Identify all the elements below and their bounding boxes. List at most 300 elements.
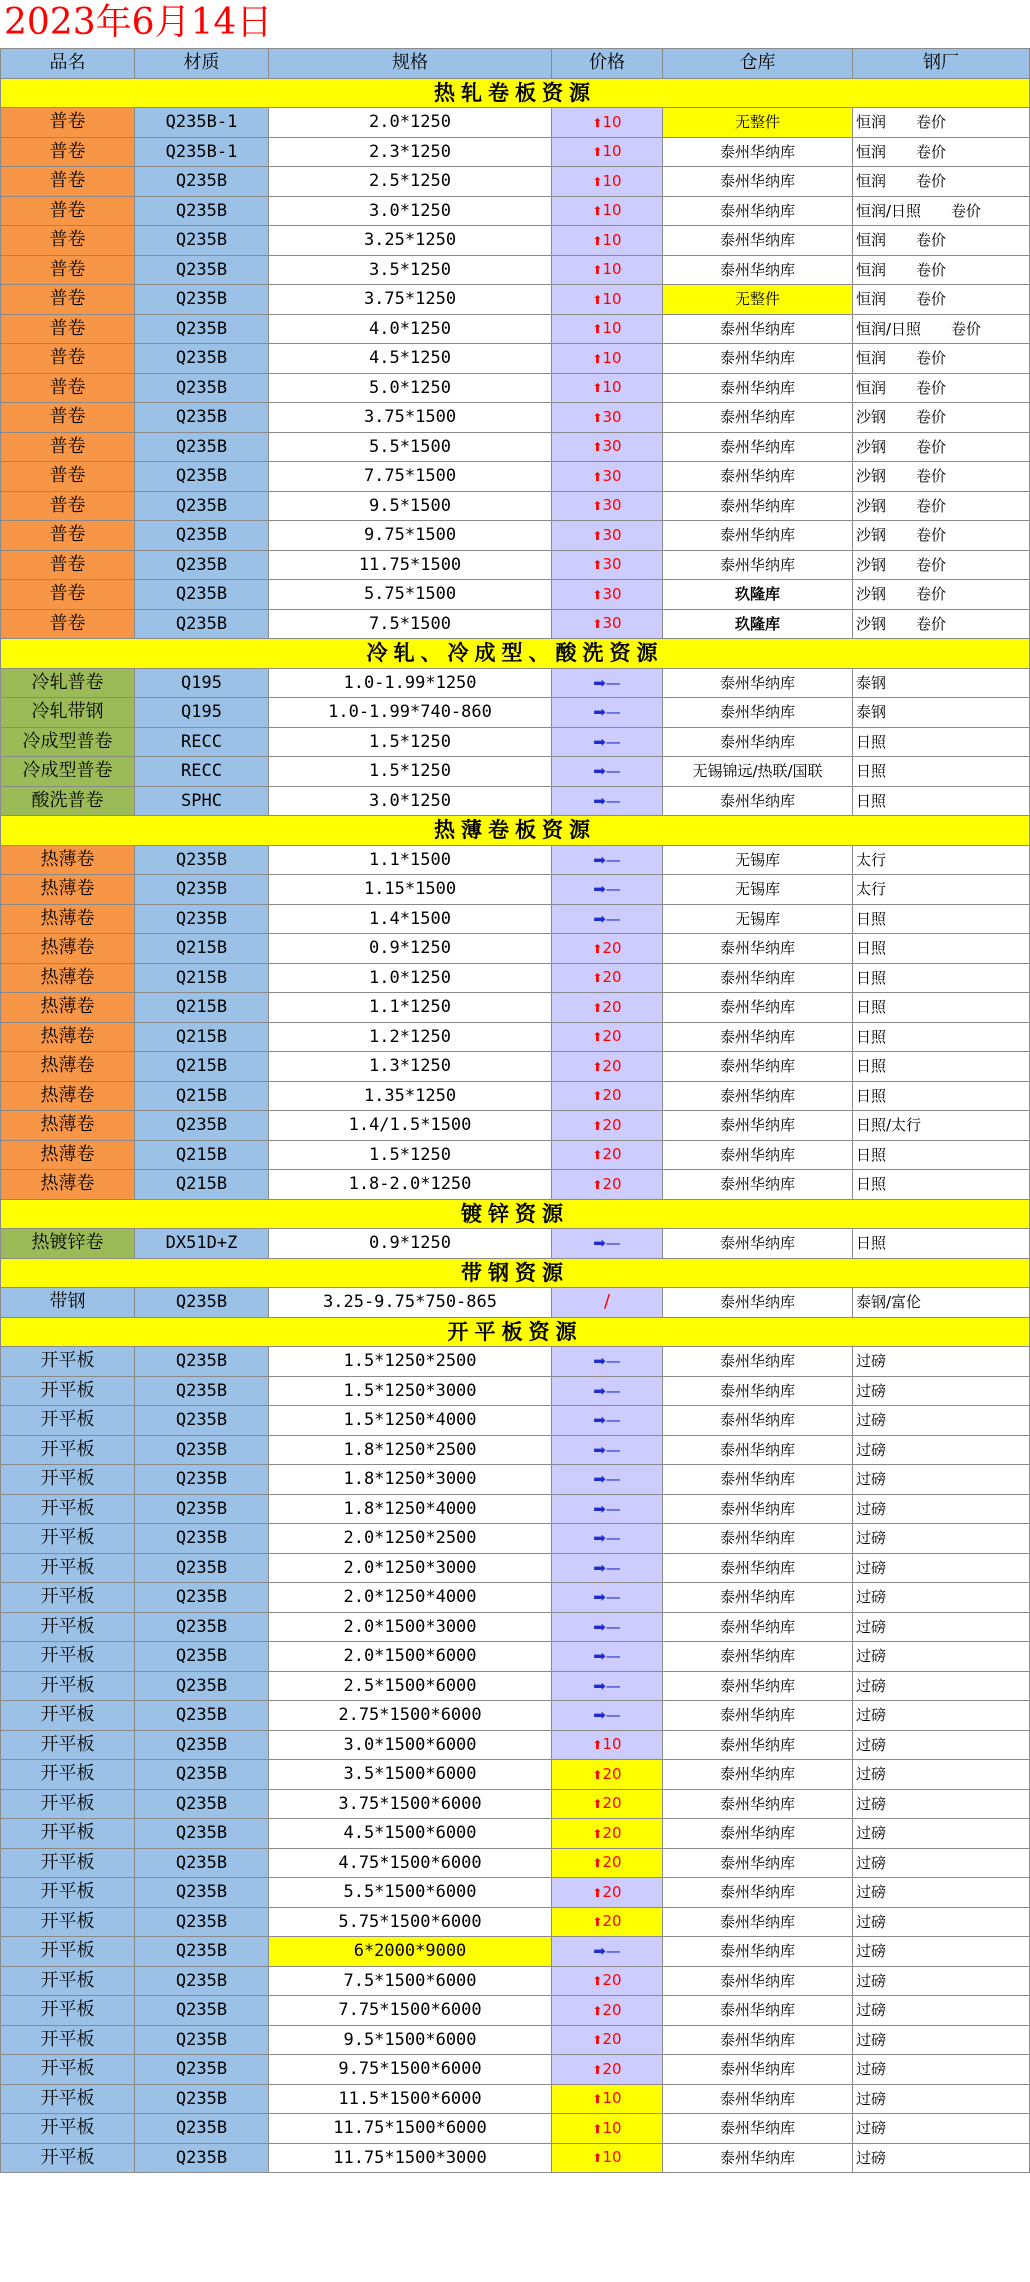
cell-material: Q235B — [135, 2143, 269, 2173]
price-value: 20 — [602, 1086, 622, 1105]
cell-name: 普卷 — [1, 491, 135, 521]
arrow-right-icon: ➡ — [593, 673, 606, 692]
table-row — [1, 1966, 1030, 1996]
cell-mill: 恒润 卷价 — [853, 108, 1030, 138]
cell-material: Q235B — [135, 255, 269, 285]
cell-spec: 9.5*1500 — [269, 491, 552, 521]
cell-mill: 过磅 — [853, 2084, 1030, 2114]
cell-price — [552, 963, 663, 993]
arrow-right-icon: ➡ — [593, 850, 606, 869]
arrow-up-icon: ⬆ — [592, 1738, 603, 1753]
arrow-up-icon: ⬆ — [592, 941, 603, 956]
table-row — [1, 255, 1030, 285]
cell-mill: 过磅 — [853, 1966, 1030, 1996]
table-row — [1, 403, 1030, 433]
cell-name: 开平板 — [1, 2114, 135, 2144]
cell-mill: 过磅 — [853, 1996, 1030, 2026]
cell-spec: 1.15*1500 — [269, 875, 552, 905]
table-row — [1, 1701, 1030, 1731]
arrow-up-icon: ⬆ — [592, 528, 603, 543]
cell-warehouse: 泰州华纳库 — [663, 1878, 853, 1908]
price-value: — — [605, 1706, 621, 1725]
arrow-right-icon: ➡ — [593, 909, 606, 928]
cell-material: Q235B — [135, 875, 269, 905]
arrow-up-icon: ⬆ — [592, 499, 603, 514]
price-value: 20 — [602, 1174, 622, 1193]
header-spec: 规格 — [269, 49, 552, 79]
price-value: — — [605, 1470, 621, 1489]
cell-warehouse: 泰州华纳库 — [663, 1907, 853, 1937]
arrow-up-icon: ⬆ — [592, 2151, 603, 2166]
cell-name: 普卷 — [1, 108, 135, 138]
cell-name: 开平板 — [1, 1494, 135, 1524]
cell-price — [552, 1229, 663, 1259]
cell-name: 冷成型普卷 — [1, 757, 135, 787]
cell-name: 开平板 — [1, 1376, 135, 1406]
cell-warehouse: 无锡库 — [663, 904, 853, 934]
arrow-right-icon: ➡ — [593, 1440, 606, 1459]
cell-spec: 3.75*1500 — [269, 403, 552, 433]
cell-mill: 过磅 — [853, 2025, 1030, 2055]
cell-material: Q235B — [135, 521, 269, 551]
section-row — [1, 1199, 1030, 1229]
cell-spec: 1.35*1250 — [269, 1081, 552, 1111]
cell-spec: 2.0*1250*2500 — [269, 1524, 552, 1554]
cell-name: 热薄卷 — [1, 963, 135, 993]
cell-warehouse: 泰州华纳库 — [663, 1494, 853, 1524]
cell-warehouse: 泰州华纳库 — [663, 1553, 853, 1583]
cell-price — [552, 1642, 663, 1672]
cell-warehouse: 泰州华纳库 — [663, 403, 853, 433]
cell-material: DX51D+Z — [135, 1229, 269, 1259]
cell-warehouse: 泰州华纳库 — [663, 167, 853, 197]
cell-warehouse: 泰州华纳库 — [663, 314, 853, 344]
cell-spec: 1.5*1250*3000 — [269, 1376, 552, 1406]
arrow-right-icon: ➡ — [593, 1942, 606, 1961]
cell-price — [552, 1406, 663, 1436]
cell-spec: 1.5*1250*4000 — [269, 1406, 552, 1436]
cell-warehouse: 泰州华纳库 — [663, 1052, 853, 1082]
cell-spec: 1.1*1500 — [269, 845, 552, 875]
cell-price — [552, 1494, 663, 1524]
cell-spec: 3.5*1250 — [269, 255, 552, 285]
price-value: — — [605, 1381, 621, 1400]
section-title: 开平板资源 — [1, 1317, 1030, 1347]
table-row — [1, 1494, 1030, 1524]
price-value: — — [605, 850, 621, 869]
arrow-up-icon: ⬆ — [592, 469, 603, 484]
cell-name: 开平板 — [1, 1907, 135, 1937]
cell-material: RECC — [135, 727, 269, 757]
cell-material: Q215B — [135, 1140, 269, 1170]
cell-spec: 4.5*1250 — [269, 344, 552, 374]
cell-name: 普卷 — [1, 580, 135, 610]
cell-mill: 恒润 卷价 — [853, 285, 1030, 315]
arrow-up-icon: ⬆ — [592, 1089, 603, 1104]
cell-material: Q235B — [135, 1347, 269, 1377]
section-row — [1, 639, 1030, 669]
cell-mill: 恒润/日照 卷价 — [853, 196, 1030, 226]
cell-mill: 恒润/日照 卷价 — [853, 314, 1030, 344]
table-row — [1, 786, 1030, 816]
cell-name: 热薄卷 — [1, 1052, 135, 1082]
table-row — [1, 1347, 1030, 1377]
cell-spec: 5.5*1500 — [269, 432, 552, 462]
cell-material: Q235B — [135, 285, 269, 315]
cell-price — [552, 1907, 663, 1937]
cell-name: 普卷 — [1, 344, 135, 374]
cell-spec: 4.0*1250 — [269, 314, 552, 344]
price-value: 10 — [602, 2089, 622, 2108]
cell-name: 热镀锌卷 — [1, 1229, 135, 1259]
price-value: 10 — [602, 348, 622, 367]
cell-warehouse: 泰州华纳库 — [663, 137, 853, 167]
cell-name: 开平板 — [1, 1819, 135, 1849]
table-row — [1, 1052, 1030, 1082]
cell-price — [552, 2025, 663, 2055]
price-value: 20 — [602, 1115, 622, 1134]
cell-price — [552, 1111, 663, 1141]
cell-spec: 1.1*1250 — [269, 993, 552, 1023]
cell-spec: 3.0*1250 — [269, 196, 552, 226]
cell-warehouse: 无整件 — [663, 285, 853, 315]
price-value: 30 — [602, 614, 622, 633]
cell-material: Q235B — [135, 1583, 269, 1613]
cell-name: 热薄卷 — [1, 1022, 135, 1052]
cell-spec: 1.5*1250 — [269, 1140, 552, 1170]
cell-price — [552, 1376, 663, 1406]
cell-price — [552, 167, 663, 197]
table-row — [1, 1553, 1030, 1583]
price-value: — — [605, 1676, 621, 1695]
cell-price — [552, 1140, 663, 1170]
cell-mill: 过磅 — [853, 1553, 1030, 1583]
arrow-up-icon: ⬆ — [592, 440, 603, 455]
arrow-right-icon: ➡ — [593, 1558, 606, 1577]
table-row — [1, 2114, 1030, 2144]
cell-name: 热薄卷 — [1, 875, 135, 905]
cell-material: SPHC — [135, 786, 269, 816]
cell-material: Q235B — [135, 1288, 269, 1318]
cell-warehouse: 无整件 — [663, 108, 853, 138]
cell-spec: 2.0*1250 — [269, 108, 552, 138]
header-price: 价格 — [552, 49, 663, 79]
cell-material: Q235B — [135, 2055, 269, 2085]
cell-name: 开平板 — [1, 1583, 135, 1613]
price-value: 20 — [602, 1882, 622, 1901]
price-value: 10 — [602, 201, 622, 220]
cell-warehouse: 泰州华纳库 — [663, 1288, 853, 1318]
cell-price — [552, 550, 663, 580]
arrow-right-icon: ➡ — [593, 1676, 606, 1695]
table-row — [1, 1081, 1030, 1111]
table-row — [1, 580, 1030, 610]
cell-price — [552, 580, 663, 610]
arrow-up-icon: ⬆ — [592, 174, 603, 189]
cell-spec: 1.5*1250 — [269, 727, 552, 757]
cell-spec: 3.25*1250 — [269, 226, 552, 256]
cell-price — [552, 698, 663, 728]
arrow-up-icon: ⬆ — [592, 1797, 603, 1812]
cell-material: Q235B — [135, 845, 269, 875]
cell-material: Q235B — [135, 1789, 269, 1819]
cell-mill: 沙钢 卷价 — [853, 432, 1030, 462]
price-value: 30 — [602, 407, 622, 426]
cell-name: 开平板 — [1, 1347, 135, 1377]
cell-mill: 沙钢 卷价 — [853, 462, 1030, 492]
cell-warehouse: 泰州华纳库 — [663, 1583, 853, 1613]
price-value: 20 — [602, 2000, 622, 2019]
cell-warehouse: 泰州华纳库 — [663, 1111, 853, 1141]
arrow-right-icon: ➡ — [593, 1499, 606, 1518]
cell-material: Q235B — [135, 344, 269, 374]
cell-price — [552, 1789, 663, 1819]
cell-material: Q235B — [135, 1760, 269, 1790]
cell-material: Q235B — [135, 1376, 269, 1406]
header-mill: 钢厂 — [853, 49, 1030, 79]
cell-warehouse: 泰州华纳库 — [663, 934, 853, 964]
cell-mill: 恒润 卷价 — [853, 137, 1030, 167]
cell-material: Q215B — [135, 1170, 269, 1200]
arrow-right-icon: ➡ — [593, 1647, 606, 1666]
cell-mill: 过磅 — [853, 1701, 1030, 1731]
cell-material: Q215B — [135, 1052, 269, 1082]
cell-material: Q235B — [135, 403, 269, 433]
cell-spec: 2.0*1250*4000 — [269, 1583, 552, 1613]
cell-price — [552, 491, 663, 521]
cell-warehouse: 泰州华纳库 — [663, 993, 853, 1023]
cell-name: 酸洗普卷 — [1, 786, 135, 816]
price-value: — — [605, 791, 621, 810]
price-value: 20 — [602, 1027, 622, 1046]
cell-material: Q215B — [135, 1022, 269, 1052]
price-value: 20 — [602, 938, 622, 957]
cell-spec: 5.75*1500 — [269, 580, 552, 610]
cell-warehouse: 泰州华纳库 — [663, 521, 853, 551]
cell-price — [552, 757, 663, 787]
cell-name: 普卷 — [1, 403, 135, 433]
arrow-right-icon: ➡ — [593, 1411, 606, 1430]
arrow-right-icon: ➡ — [593, 1588, 606, 1607]
cell-warehouse: 泰州华纳库 — [663, 1819, 853, 1849]
cell-warehouse: 无锡锦远/热联/国联 — [663, 757, 853, 787]
cell-mill: 过磅 — [853, 1376, 1030, 1406]
price-value: 20 — [602, 1764, 622, 1783]
cell-material: Q235B — [135, 1406, 269, 1436]
cell-mill: 过磅 — [853, 1642, 1030, 1672]
cell-warehouse: 泰州华纳库 — [663, 1347, 853, 1377]
cell-mill: 过磅 — [853, 1524, 1030, 1554]
price-value: — — [605, 1440, 621, 1459]
price-value: — — [605, 1617, 621, 1636]
arrow-right-icon: ➡ — [593, 1529, 606, 1548]
cell-warehouse: 泰州华纳库 — [663, 1022, 853, 1052]
table-row — [1, 1140, 1030, 1170]
table-row — [1, 698, 1030, 728]
price-value: — — [605, 1234, 621, 1253]
cell-warehouse: 泰州华纳库 — [663, 1376, 853, 1406]
cell-price — [552, 285, 663, 315]
arrow-up-icon: ⬆ — [592, 2033, 603, 2048]
price-value: — — [605, 1411, 621, 1430]
cell-spec: 2.5*1250 — [269, 167, 552, 197]
cell-mill: 过磅 — [853, 1612, 1030, 1642]
cell-mill: 过磅 — [853, 1730, 1030, 1760]
cell-mill: 日照 — [853, 1022, 1030, 1052]
cell-spec: 2.75*1500*6000 — [269, 1701, 552, 1731]
cell-name: 热薄卷 — [1, 1170, 135, 1200]
header-name: 品名 — [1, 49, 135, 79]
table-row — [1, 108, 1030, 138]
price-value: 30 — [602, 437, 622, 456]
price-value: 30 — [602, 496, 622, 515]
cell-warehouse: 泰州华纳库 — [663, 1760, 853, 1790]
cell-warehouse: 泰州华纳库 — [663, 786, 853, 816]
cell-price — [552, 1612, 663, 1642]
arrow-up-icon: ⬆ — [592, 1767, 603, 1782]
cell-material: Q235B — [135, 1612, 269, 1642]
arrow-up-icon: ⬆ — [592, 1148, 603, 1163]
cell-name: 冷成型普卷 — [1, 727, 135, 757]
arrow-up-icon: ⬆ — [592, 263, 603, 278]
table-row — [1, 668, 1030, 698]
cell-warehouse: 泰州华纳库 — [663, 344, 853, 374]
cell-material: Q235B — [135, 580, 269, 610]
cell-material: Q235B — [135, 609, 269, 639]
cell-material: Q235B — [135, 1819, 269, 1849]
table-row — [1, 1376, 1030, 1406]
cell-warehouse: 泰州华纳库 — [663, 1406, 853, 1436]
cell-name: 开平板 — [1, 1642, 135, 1672]
cell-name: 普卷 — [1, 550, 135, 580]
price-value: 10 — [602, 1735, 622, 1754]
cell-warehouse: 泰州华纳库 — [663, 1081, 853, 1111]
cell-warehouse: 泰州华纳库 — [663, 196, 853, 226]
cell-name: 普卷 — [1, 285, 135, 315]
cell-warehouse: 泰州华纳库 — [663, 1789, 853, 1819]
cell-mill: 日照 — [853, 993, 1030, 1023]
cell-spec: 1.8*1250*2500 — [269, 1435, 552, 1465]
cell-price — [552, 403, 663, 433]
cell-spec: 9.5*1500*6000 — [269, 2025, 552, 2055]
cell-name: 普卷 — [1, 226, 135, 256]
cell-mill: 恒润 卷价 — [853, 344, 1030, 374]
cell-spec: 7.75*1500*6000 — [269, 1996, 552, 2026]
table-row — [1, 1229, 1030, 1259]
cell-price — [552, 2084, 663, 2114]
cell-warehouse: 泰州华纳库 — [663, 550, 853, 580]
cell-spec: 11.75*1500*6000 — [269, 2114, 552, 2144]
cell-name: 开平板 — [1, 1760, 135, 1790]
arrow-up-icon: ⬆ — [592, 233, 603, 248]
cell-price — [552, 668, 663, 698]
cell-name: 普卷 — [1, 137, 135, 167]
table-row — [1, 491, 1030, 521]
cell-material: Q215B — [135, 1081, 269, 1111]
table-row — [1, 1937, 1030, 1967]
cell-mill: 太行 — [853, 875, 1030, 905]
price-value: 20 — [602, 1145, 622, 1164]
table-row — [1, 993, 1030, 1023]
cell-spec: 11.75*1500*3000 — [269, 2143, 552, 2173]
cell-mill: 过磅 — [853, 1671, 1030, 1701]
cell-material: Q235B — [135, 1966, 269, 1996]
table-row — [1, 1996, 1030, 2026]
cell-mill: 过磅 — [853, 1583, 1030, 1613]
cell-material: Q235B — [135, 462, 269, 492]
section-row — [1, 1317, 1030, 1347]
cell-price — [552, 904, 663, 934]
price-value: 10 — [602, 260, 622, 279]
cell-spec: 2.5*1500*6000 — [269, 1671, 552, 1701]
table-row — [1, 1406, 1030, 1436]
price-value: 10 — [602, 142, 622, 161]
price-value: 10 — [602, 171, 622, 190]
cell-spec: 5.0*1250 — [269, 373, 552, 403]
table-row — [1, 432, 1030, 462]
cell-name: 热薄卷 — [1, 904, 135, 934]
cell-warehouse: 泰州华纳库 — [663, 963, 853, 993]
cell-price — [552, 373, 663, 403]
header-warehouse: 仓库 — [663, 49, 853, 79]
cell-spec: 2.0*1500*6000 — [269, 1642, 552, 1672]
cell-warehouse: 泰州华纳库 — [663, 1229, 853, 1259]
price-value: 20 — [602, 1794, 622, 1813]
cell-warehouse: 泰州华纳库 — [663, 727, 853, 757]
price-value: — — [605, 1352, 621, 1371]
cell-name: 热薄卷 — [1, 845, 135, 875]
cell-material: Q195 — [135, 668, 269, 698]
price-value: — — [605, 909, 621, 928]
cell-price — [552, 1288, 663, 1318]
cell-name: 普卷 — [1, 462, 135, 492]
table-row — [1, 1612, 1030, 1642]
arrow-up-icon: ⬆ — [592, 1974, 603, 1989]
cell-price — [552, 196, 663, 226]
cell-spec: 11.75*1500 — [269, 550, 552, 580]
arrow-up-icon: ⬆ — [592, 351, 603, 366]
table-row — [1, 1022, 1030, 1052]
cell-spec: 6*2000*9000 — [269, 1937, 552, 1967]
cell-mill: 沙钢 卷价 — [853, 491, 1030, 521]
cell-name: 热薄卷 — [1, 1111, 135, 1141]
cell-name: 开平板 — [1, 1465, 135, 1495]
price-value: — — [605, 1588, 621, 1607]
cell-spec: 1.5*1250 — [269, 757, 552, 787]
cell-price — [552, 1878, 663, 1908]
cell-material: Q235B-1 — [135, 108, 269, 138]
table-row — [1, 196, 1030, 226]
cell-mill: 过磅 — [853, 1848, 1030, 1878]
cell-spec: 1.8*1250*4000 — [269, 1494, 552, 1524]
cell-price — [552, 1701, 663, 1731]
cell-spec: 0.9*1250 — [269, 1229, 552, 1259]
cell-spec: 3.75*1250 — [269, 285, 552, 315]
cell-name: 开平板 — [1, 2143, 135, 2173]
table-row — [1, 344, 1030, 374]
table-row — [1, 167, 1030, 197]
cell-spec: 3.25-9.75*750-865 — [269, 1288, 552, 1318]
arrow-up-icon: ⬆ — [592, 1000, 603, 1015]
cell-spec: 3.0*1500*6000 — [269, 1730, 552, 1760]
arrow-up-icon: ⬆ — [592, 1826, 603, 1841]
cell-price — [552, 1730, 663, 1760]
cell-material: Q235B — [135, 1848, 269, 1878]
cell-price — [552, 1760, 663, 1790]
cell-warehouse: 泰州华纳库 — [663, 2025, 853, 2055]
price-value: 10 — [602, 378, 622, 397]
cell-spec: 2.3*1250 — [269, 137, 552, 167]
